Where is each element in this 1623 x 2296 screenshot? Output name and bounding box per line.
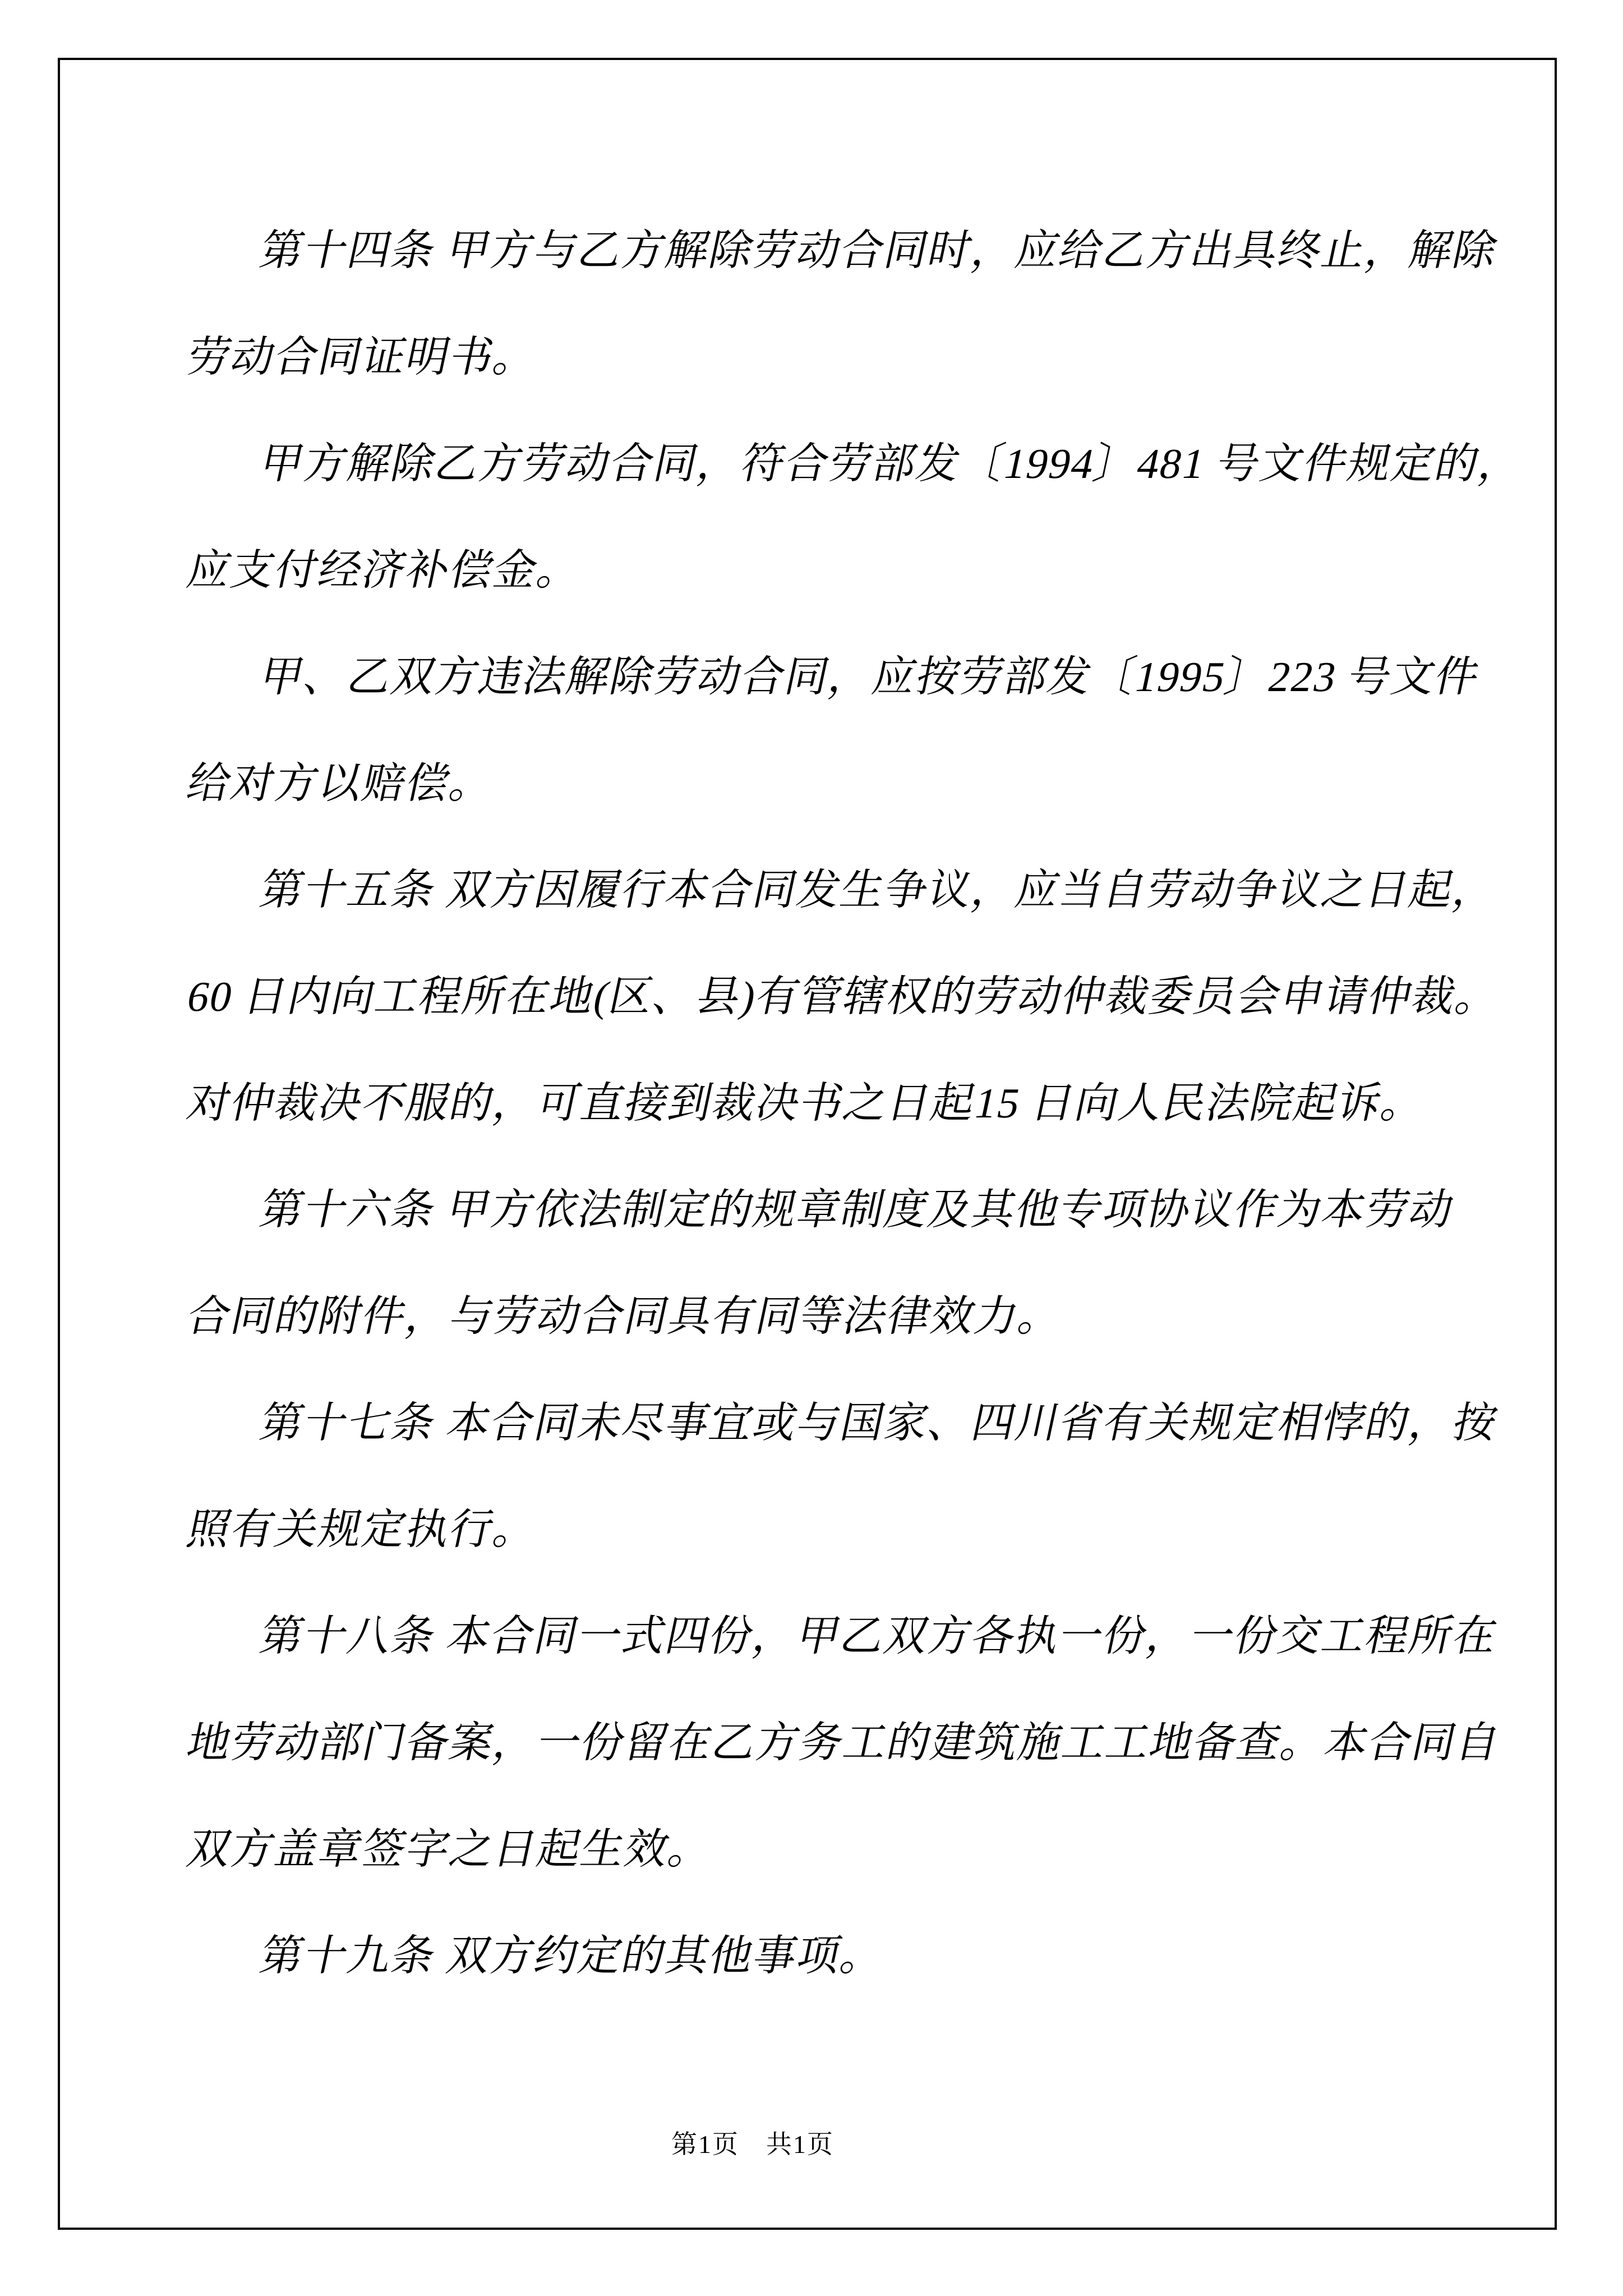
- text-line: 第十六条 甲方依法制定的规章制度及其他专项协议作为本劳动: [256, 1186, 1459, 1234]
- text-line: 照有关规定执行。: [183, 1506, 543, 1553]
- text-line: 地劳动部门备案，一份留在乙方务工的建筑施工工地备查。本合同自: [183, 1719, 1506, 1766]
- text-line: 甲方解除乙方劳动合同，符合劳部发〔1994〕481 号文件规定的，: [256, 440, 1529, 487]
- text-line: 劳动合同证明书。: [183, 334, 543, 381]
- text-line: 第十九条 双方约定的其他事项。: [256, 1932, 891, 1980]
- text-line: 第十四条 甲方与乙方解除劳动合同时，应给乙方出具终止，解除: [256, 227, 1503, 274]
- text-line: 第十五条 双方因履行本合同发生争议，应当自劳动争议之日起，: [256, 867, 1503, 914]
- text-line: 合同的附件，与劳动合同具有同等法律效力。: [183, 1293, 1068, 1340]
- page-footer: [0, 2119, 1564, 2170]
- page-number-label: 第1页 共1页: [671, 2130, 834, 2159]
- text-line: 应支付经济补偿金。: [183, 547, 587, 594]
- text-line: 甲、乙双方违法解除劳动合同，应按劳部发〔1995〕223 号文件: [256, 654, 1485, 701]
- text-line: 对仲裁决不服的，可直接到裁决书之日起15 日向人民法院起诉。: [183, 1080, 1431, 1127]
- text-line: 双方盖章签字之日起生效。: [183, 1826, 718, 1873]
- text-line: 第十八条 本合同一式四份，甲乙双方各执一份，一份交工程所在: [256, 1613, 1503, 1660]
- text-line: 60 日内向工程所在地(区、县)有管辖权的劳动仲裁委员会申请仲裁。: [183, 973, 1505, 1020]
- text-line: 给对方以赔偿。: [183, 760, 500, 807]
- text-line: 第十七条 本合同未尽事宜或与国家、四川省有关规定相悖的，按: [256, 1400, 1503, 1447]
- document-body: [177, 197, 1529, 2009]
